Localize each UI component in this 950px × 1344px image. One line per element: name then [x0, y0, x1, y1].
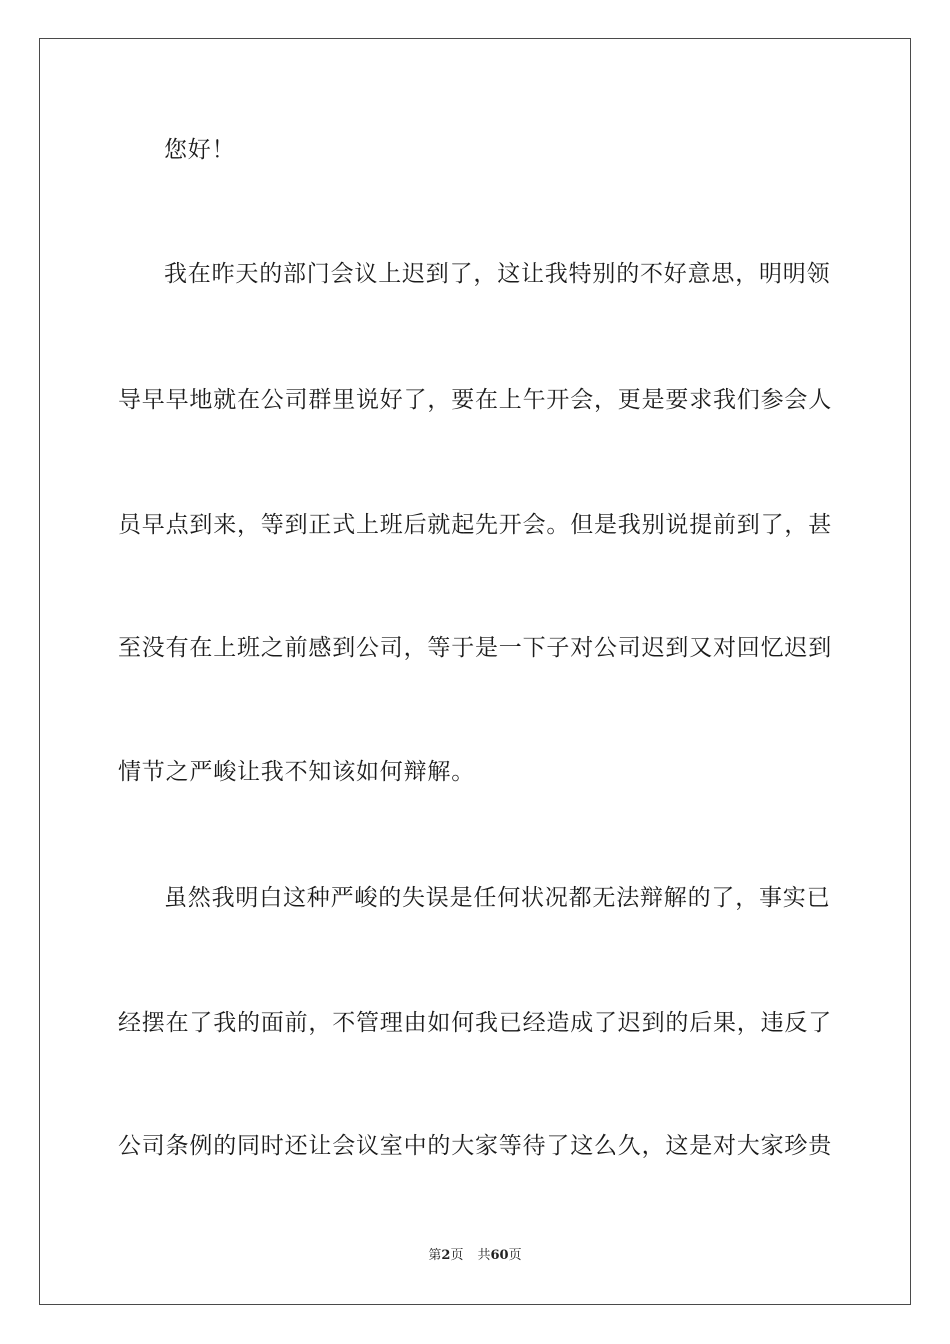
paragraph-1-line-4: 至没有在上班之前感到公司，等于是一下子对公司迟到又对回忆迟到	[118, 635, 832, 661]
total-pages: 60	[490, 1248, 509, 1263]
page-footer	[0, 1247, 950, 1265]
paragraph-2-line-3: 公司条例的同时还让会议室中的大家等待了这么久，这是对大家珍贵	[118, 1133, 832, 1159]
paragraph-1-line-5: 情节之严峻让我不知该如何辩解。	[118, 759, 475, 785]
paragraph-1-line-2: 导早早地就在公司群里说好了，要在上午开会，更是要求我们参会人	[118, 387, 832, 413]
paragraph-2-line-2: 经摆在了我的面前，不管理由如何我已经造成了迟到的后果，违反了	[118, 1010, 832, 1036]
total-suffix: 页	[508, 1248, 522, 1263]
page-frame	[39, 38, 911, 1305]
greeting: 您好！	[164, 137, 236, 163]
page-suffix: 页	[450, 1248, 464, 1263]
paragraph-2-line-1: 虽然我明白这种严峻的失误是任何状况都无法辩解的了，事实已	[164, 885, 831, 911]
page-number: 2	[441, 1248, 451, 1263]
total-prefix: 共	[477, 1248, 491, 1263]
paragraph-1-line-1: 我在昨天的部门会议上迟到了，这让我特别的不好意思，明明领	[164, 261, 831, 287]
paragraph-1-line-3: 员早点到来，等到正式上班后就起先开会。但是我别说提前到了，甚	[118, 512, 832, 538]
page-prefix: 第	[428, 1248, 442, 1263]
